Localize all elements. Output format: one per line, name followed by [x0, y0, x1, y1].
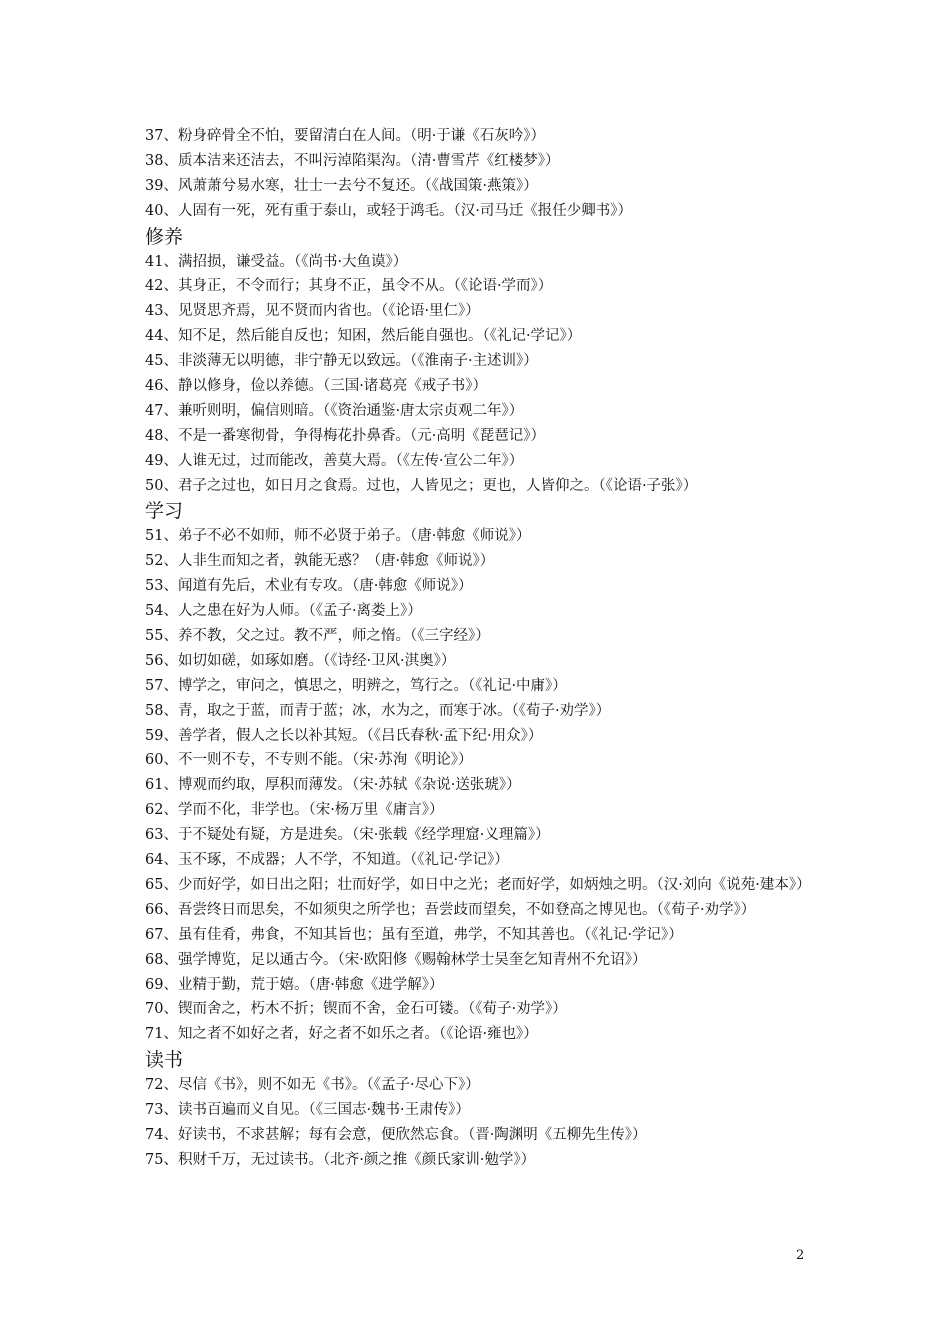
- quote-line: 61、博观而约取，厚积而薄发。（宋·苏轼《杂说·送张琥》）: [145, 777, 521, 794]
- quote-line: 41、满招损，谦受益。（《尚书·大鱼谟》）: [145, 253, 408, 270]
- quote-line: 63、于不疑处有疑，方是进矣。（宋·张载《经学理窟·义理篇》）: [145, 827, 550, 844]
- quote-line: 46、静以修身，俭以养德。（三国·诸葛亮《戒子书》）: [145, 378, 488, 395]
- quote-line: 75、积财千万，无过读书。（北齐·颜之推《颜氏家训·勉学》）: [145, 1151, 536, 1168]
- quote-line: 67、虽有佳肴，弗食，不知其旨也；虽有至道，弗学，不知其善也。（《礼记·学记》）: [145, 926, 683, 943]
- quote-line: 72、尽信《书》，则不如无《书》。（《孟子·尽心下》）: [145, 1077, 480, 1094]
- quote-line: 52、人非生而知之者，孰能无惑？（唐·韩愈《师说》）: [145, 553, 495, 570]
- quote-line: 66、吾尝终日而思矣，不如须臾之所学也；吾尝歧而望矣，不如登高之博见也。（《荀子·劝学》）: [145, 901, 756, 918]
- quote-line: 44、知不足，然后能自反也；知困，然后能自强也。（《礼记·学记》）: [145, 328, 582, 345]
- quote-line: 51、弟子不必不如师，师不必贤于弟子。（唐·韩愈《师说》）: [145, 528, 531, 545]
- quote-line: 48、不是一番寒彻骨，争得梅花扑鼻香。（元·高明《琵琶记》）: [145, 427, 546, 444]
- section-heading: 读书: [145, 1049, 184, 1072]
- quote-line: 70、锲而舍之，朽木不折；锲而不舍，金石可镂。（《荀子·劝学》）: [145, 1001, 567, 1018]
- quote-line: 37、粉身碎骨全不怕，要留清白在人间。（明·于谦《石灰吟》）: [145, 128, 546, 144]
- page-number: 2: [796, 1248, 805, 1263]
- quote-line: 60、不一则不专，不专则不能。（宋·苏洵《明论》）: [145, 752, 473, 769]
- quote-line: 40、人固有一死，死有重于泰山，或轻于鸿毛。（汉·司马迁《报任少卿书》）: [145, 202, 633, 219]
- quote-line: 53、闻道有先后，术业有专攻。（唐·韩愈《师说》）: [145, 578, 473, 595]
- quote-line: 62、学而不化，非学也。（宋·杨万里《庸言》）: [145, 802, 444, 819]
- quote-line: 42、其身正，不令而行；其身不正，虽令不从。（《论语·学而》）: [145, 278, 553, 295]
- quote-line: 73、读书百遍而义自见。（《三国志·魏书·王肃传》）: [145, 1102, 470, 1119]
- quote-line: 56、如切如磋，如琢如磨。（《诗经·卫风·淇奥》）: [145, 652, 456, 669]
- quote-line: 45、非淡薄无以明德，非宁静无以致远。（《淮南子·主述训》）: [145, 353, 538, 370]
- quote-line: 64、玉不琢，不成器；人不学，不知道。（《礼记·学记》）: [145, 852, 509, 869]
- quote-line: 58、青，取之于蓝，而青于蓝；冰，水为之，而寒于冰。（《荀子·劝学》）: [145, 702, 611, 719]
- quote-line: 43、见贤思齐焉，见不贤而内省也。（《论语·里仁》）: [145, 303, 480, 320]
- quote-line: 59、善学者，假人之长以补其短。（《吕氏春秋·孟下纪·用众》）: [145, 727, 543, 744]
- quote-line: 38、质本洁来还洁去，不叫污淖陷渠沟。（清·曹雪芹《红楼梦》）: [145, 152, 560, 169]
- section-heading: 修养: [145, 225, 184, 248]
- quote-line: 54、人之患在好为人师。（《孟子·离娄上》）: [145, 603, 422, 620]
- quote-line: 71、知之者不如好之者，好之者不如乐之者。（《论语·雍也》）: [145, 1026, 538, 1043]
- quote-line: 65、少而好学，如日出之阳；壮而好学，如日中之光；老而好学，如炳烛之明。（汉·刘向《说苑·建本》）: [145, 876, 811, 893]
- quote-line: 49、人谁无过，过而能改，善莫大焉。（《左传·宣公二年》）: [145, 452, 524, 469]
- quote-line: 55、养不教，父之过。教不严，师之惰。（《三字经》）: [145, 628, 490, 645]
- quote-line: 57、博学之，审问之，慎思之，明辨之，笃行之。（《礼记·中庸》）: [145, 677, 567, 694]
- section-heading: 学习: [145, 500, 184, 523]
- quote-line: 47、兼听则明，偏信则暗。（《资治通鉴·唐太宗贞观二年》）: [145, 402, 524, 419]
- document-body: [145, 124, 825, 1173]
- quote-line: 69、业精于勤，荒于嬉。（唐·韩愈《进学解》）: [145, 976, 444, 993]
- quote-line: 39、风萧萧兮易水寒，壮士一去兮不复还。（《战国策·燕策》）: [145, 177, 538, 194]
- quote-line: 68、强学博览，足以通古今。（宋·欧阳修《赐翰林学士吴奎乞知青州不允诏》）: [145, 951, 647, 968]
- quote-line: 74、好读书，不求甚解；每有会意，便欣然忘食。（晋·陶渊明《五柳先生传》）: [145, 1126, 647, 1143]
- quote-line: 50、君子之过也，如日月之食焉。过也，人皆见之；更也，人皆仰之。（《论语·子张》）: [145, 477, 698, 494]
